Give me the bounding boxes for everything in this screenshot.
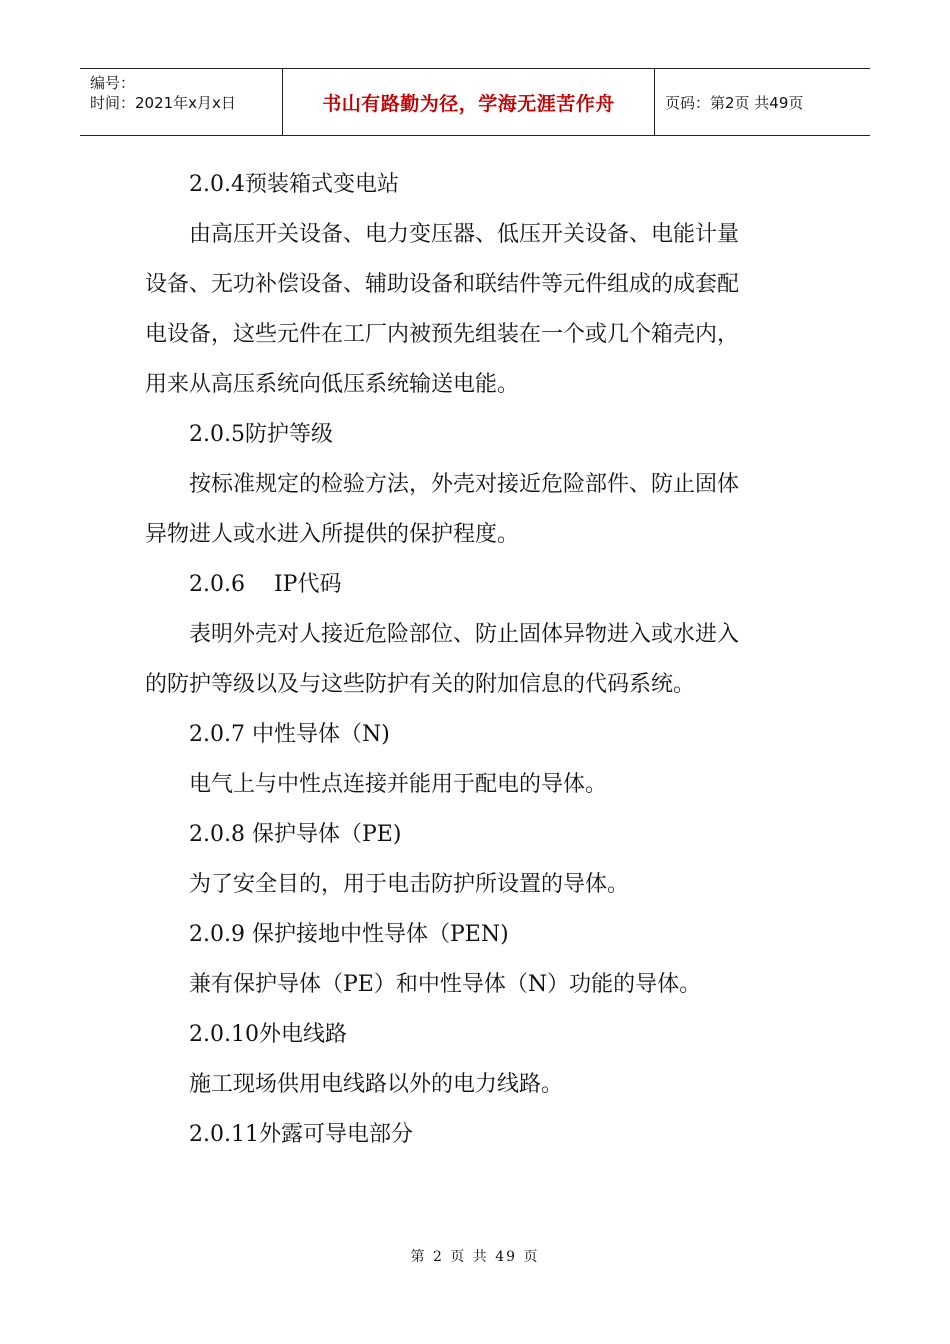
- header-meta-cell: [80, 69, 283, 135]
- section-heading: 2.0.4预装箱式变电站: [189, 172, 399, 197]
- section-heading: 2.0.10外电线路: [189, 1022, 347, 1047]
- section-heading: 2.0.7 中性导体（N): [189, 722, 390, 747]
- section-heading: 2.0.8 保护导体（PE): [189, 822, 402, 847]
- document-body: [145, 160, 805, 1160]
- paragraph-line: 的防护等级以及与这些防护有关的附加信息的代码系统。: [145, 672, 696, 697]
- section-heading: 2.0.5防护等级: [189, 422, 333, 447]
- paragraph-line: 按标准规定的检验方法，外壳对接近危险部件、防止固体: [189, 472, 740, 497]
- paragraph-line: 电气上与中性点连接并能用于配电的导体。: [189, 772, 608, 797]
- paragraph-line: 异物进人或水进入所提供的保护程度。: [145, 522, 520, 547]
- paragraph-line: 施工现场供用电线路以外的电力线路。: [189, 1072, 564, 1097]
- document-header: [80, 68, 870, 136]
- page-footer: 第 2 页 共 49 页: [410, 1249, 540, 1265]
- motto-text: 书山有路勤为径，学海无涯苦作舟: [322, 92, 615, 115]
- paragraph-line: 由高压开关设备、电力变压器、低压开关设备、电能计量: [189, 222, 740, 247]
- section-heading: 2.0.9 保护接地中性导体（PEN): [189, 922, 509, 947]
- paragraph-line: 表明外壳对人接近危险部位、防止固体异物进入或水进入: [189, 622, 740, 647]
- section-heading: 2.0.6 IP代码: [189, 572, 342, 597]
- paragraph-line: 用来从高压系统向低压系统输送电能。: [145, 372, 520, 397]
- paragraph-line: 为了安全目的，用于电击防护所设置的导体。: [189, 872, 630, 897]
- paragraph-line: 电设备，这些元件在工厂内被预先组装在一个或几个箱壳内，: [145, 322, 740, 347]
- header-motto-cell: [283, 69, 655, 135]
- section-heading: 2.0.11外露可导电部分: [189, 1122, 413, 1147]
- time-label: 时间：2021年x月x日: [90, 94, 236, 112]
- header-page-cell: [655, 69, 870, 135]
- number-label: 编号：: [90, 74, 136, 92]
- paragraph-line: 兼有保护导体（PE）和中性导体（N）功能的导体。: [189, 972, 702, 997]
- page-code: 页码：第2页 共49页: [665, 93, 804, 112]
- paragraph-line: 设备、无功补偿设备、辅助设备和联结件等元件组成的成套配: [145, 272, 740, 297]
